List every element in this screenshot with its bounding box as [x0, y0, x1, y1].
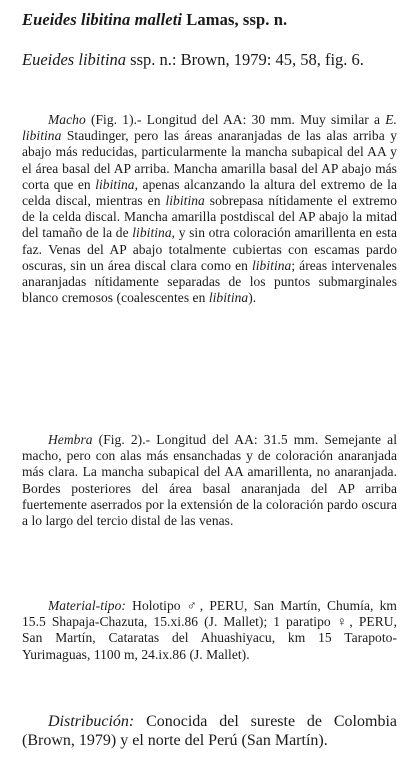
distribution-text: Conocida del sureste de Colombia (Brown, 1979) y el norte del Perú (San Martín). — [22, 713, 397, 749]
female-description — [22, 432, 397, 529]
distribution — [22, 712, 397, 750]
type-material-heading: Material-tipo: — [48, 598, 126, 613]
title-taxon-name: Eueides libitina malleti — [22, 10, 183, 29]
female-text: (Fig. 2).- Longitud del AA: 31.5 mm. Semejante al macho, pero con alas más ensanchadas y de coloración anaranjada más clara. La mancha subapical del AA amarillenta, no anaranjada. Bordes posteriores del área basal anaranjada del AP arriba fuertemente aserrados por la extensión de la coloración pardo oscura a lo largo del tercio distal de las venas. — [22, 432, 397, 529]
male-description: Macho (Fig. 1).- Longitud del AA: 30 mm. Muy similar a E. libitina Staudinger, pero las áreas anaranjadas de las alas arriba y abajo más reducidas, particularmente la mancha subapical del AA y el área basal del AP arriba. Mancha amarilla basal del AP abajo más corta que en libitina, apenas alcanzando la altura del extremo de la celda discal, mientras en libitina sobrepasa nítidamente el extremo de la celda discal. Mancha amarilla postdiscal del AP abajo la mitad del tamaño de la de libitina, y sin otra coloración amarillenta en esta faz. Venas del AP abajo totalmente cubiertas con escamas pardo oscuras, sin un área discal clara como en libitina; áreas intervenales anaranjadas nítidamente separadas de los puntos submarginales blanco cremosos (coalescentes en libitina). — [22, 112, 397, 306]
synonymy-citation — [22, 50, 397, 69]
title-author: Lamas, ssp. n. — [182, 10, 288, 29]
type-material — [22, 598, 397, 663]
citation-taxon-name: Eueides libitina — [22, 50, 127, 69]
type-material-text: Holotipo ♂, PERU, San Martín, Chumía, km 15.5 Shapaja-Chazuta, 15.xi.86 (J. Mallet); 1 paratipo ♀, PERU, San Martín, Cataratas del Ahuashiyacu, km 15 Tarapoto-Yurimaguas, 1100 m, 24.ix.86 (J. Mallet). — [22, 598, 397, 662]
female-heading: Hembra — [48, 432, 93, 447]
citation-reference: ssp. n.: Brown, 1979: 45, 58, fig. 6. — [126, 50, 364, 69]
species-title — [22, 10, 402, 30]
male-heading: Macho — [48, 112, 86, 127]
distribution-heading: Distribución: — [48, 713, 135, 730]
